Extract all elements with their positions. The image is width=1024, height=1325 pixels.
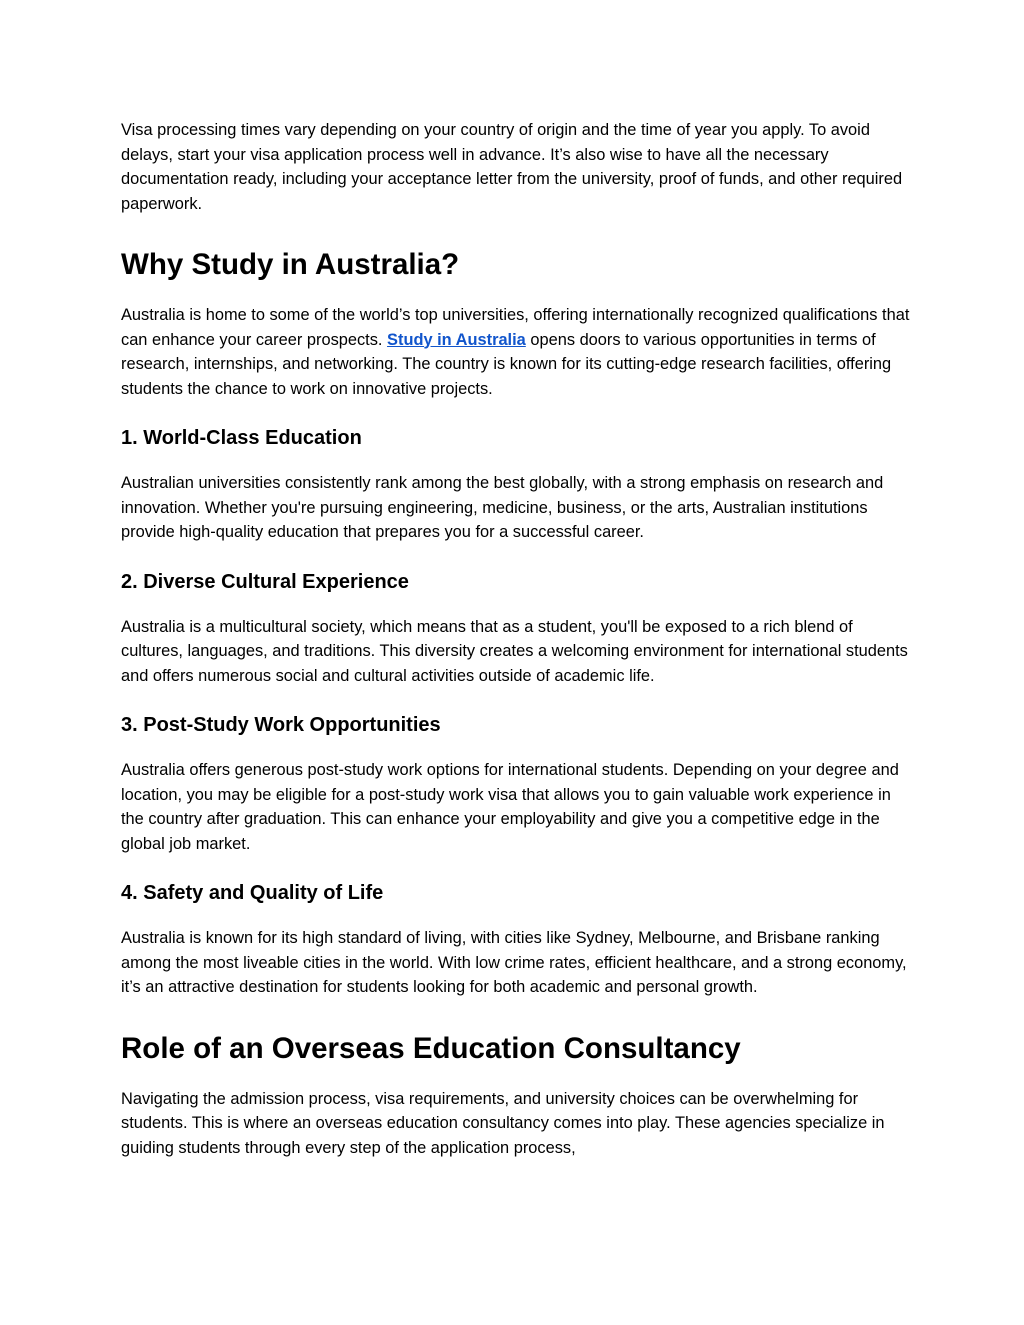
subsection-heading-3: 3. Post-Study Work Opportunities — [121, 714, 441, 736]
subsection-text-3: Australia offers generous post-study work options for international students. Depending on your degree and location, you may be eligible for a post-study work visa that allows you to gain valuable work experience in the country after graduation. This can enhance your employability and give you a competitive edge in the global job market. — [121, 761, 899, 853]
subsection-text-4: Australia is known for its high standard of living, with cities like Sydney, Melbourne, and Brisbane ranking among the most liveable cities in the world. With low crime rates, efficient healthcare, and a strong economy, it’s an attractive destination for students looking for both academic and personal growth. — [121, 929, 907, 996]
intro-paragraph: Visa processing times vary depending on your country of origin and the time of year you apply. To avoid delays, start your visa application process well in advance. It’s also wise to have all the necessary documentation ready, including your acceptance letter from the university, proof of funds, and other required paperwork. — [121, 121, 903, 213]
heading-role-consultancy: Role of an Overseas Education Consultancy — [121, 1031, 741, 1065]
subsection-heading-4: 4. Safety and Quality of Life — [121, 882, 384, 904]
heading-why-study: Why Study in Australia? — [121, 248, 460, 281]
subsection-text-1: Australian universities consistently rank among the best globally, with a strong emphasis on research and innovation. Whether you're pursuing engineering, medicine, business, or the arts, Australian institutions provide high-quality education that prepares you for a successful career. — [121, 474, 884, 541]
why-study-paragraph — [121, 303, 911, 401]
study-in-australia-link[interactable]: Study in Australia — [387, 330, 526, 349]
document-page — [121, 118, 911, 1160]
subsection-text-2: Australia is a multicultural society, which means that as a student, you'll be exposed to a rich blend of cultures, languages, and traditions. This diversity creates a welcoming environment for international students and offers numerous social and cultural activities outside of academic life. — [121, 617, 908, 685]
why-study-text-before-link: Australia is home to some of the world’s top universities, offering internationally recognized qualifications that can enhance your career prospects. — [121, 306, 910, 349]
subsection-heading-1: 1. World-Class Education — [121, 427, 362, 449]
why-study-text-after-link: opens doors to various opportunities in terms of research, internships, and networking. The country is known for its cutting-edge research facilities, offering students the chance to work on innovative projects. — [121, 330, 892, 398]
role-consultancy-paragraph: Navigating the admission process, visa requirements, and university choices can be overwhelming for students. This is where an overseas education consultancy comes into play. These agencies specialize in guiding students through every step of the application process, — [121, 1089, 885, 1157]
subsection-heading-2: 2. Diverse Cultural Experience — [121, 570, 409, 593]
